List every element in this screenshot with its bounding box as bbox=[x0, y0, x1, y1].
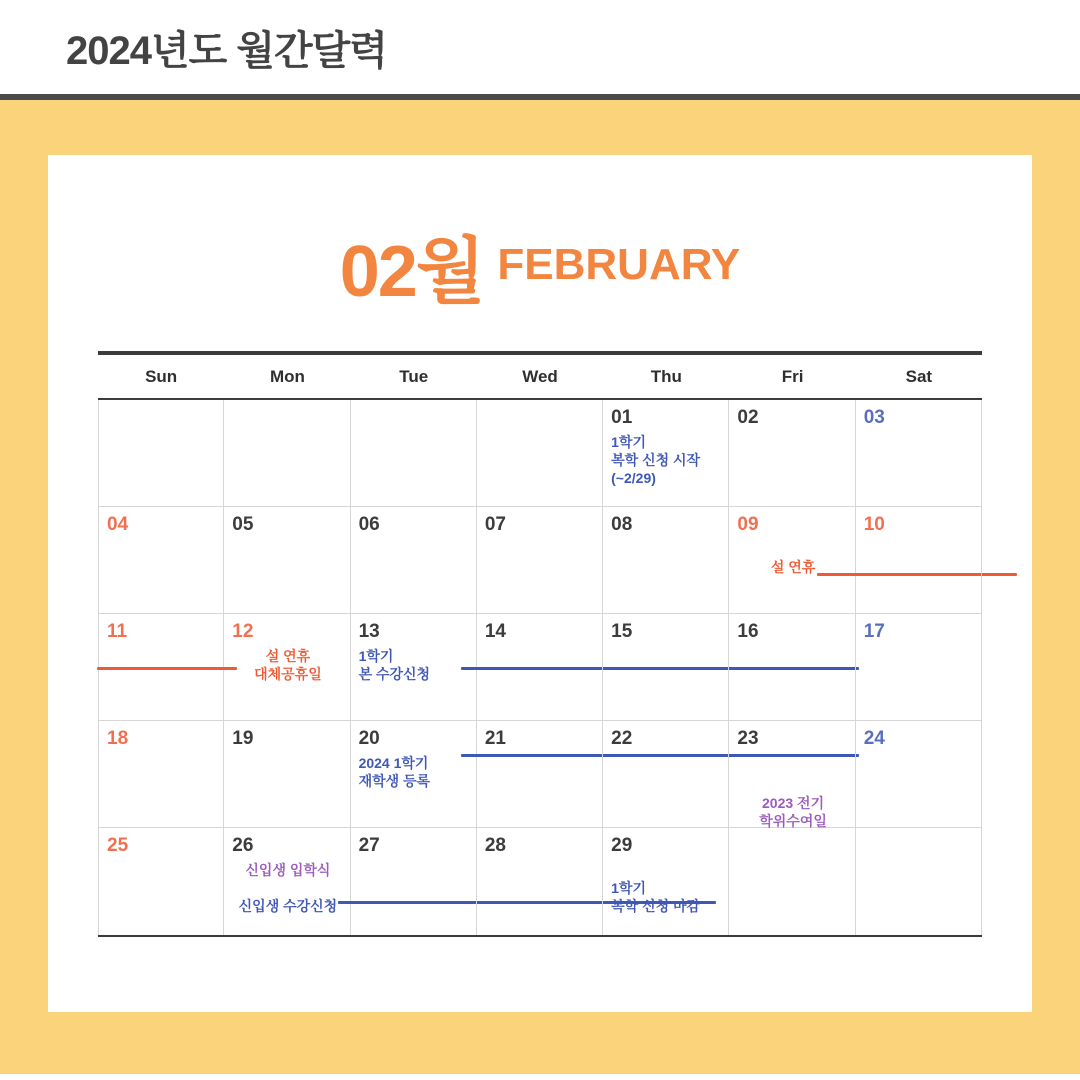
day-number: 03 bbox=[863, 407, 885, 428]
day-events bbox=[359, 755, 470, 791]
day-cell-27[interactable] bbox=[351, 828, 477, 935]
month-number: 02월 bbox=[339, 232, 484, 312]
weekday-wed: Wed bbox=[522, 367, 558, 386]
day-events bbox=[611, 434, 722, 488]
day-cell-19[interactable] bbox=[224, 721, 350, 828]
month-title bbox=[80, 213, 1000, 317]
day-number: 18 bbox=[107, 728, 129, 749]
event-label: 1학기 bbox=[358, 648, 394, 664]
day-cell-28[interactable] bbox=[477, 828, 603, 935]
day-number: 25 bbox=[107, 835, 129, 856]
day-number: 21 bbox=[484, 728, 506, 749]
day-number: 24 bbox=[863, 728, 885, 749]
event-label: 2023 전기 bbox=[762, 795, 825, 811]
day-cell-empty bbox=[351, 400, 477, 507]
day-events bbox=[737, 755, 848, 831]
event-label: 대체공휴일 bbox=[254, 665, 322, 682]
event-label: 신입생 수강신청 bbox=[238, 897, 338, 914]
day-cell-empty bbox=[477, 400, 603, 507]
event-label: 1학기 bbox=[611, 434, 646, 450]
event-bar-seolnal-2 bbox=[97, 667, 237, 670]
day-cell-15[interactable] bbox=[603, 614, 729, 721]
day-number: 02 bbox=[737, 407, 759, 428]
day-number: 04 bbox=[107, 514, 129, 535]
day-events bbox=[611, 862, 722, 916]
day-grid bbox=[98, 400, 982, 935]
weekday-sun: Sun bbox=[145, 367, 178, 386]
day-cell-empty bbox=[98, 400, 224, 507]
day-number: 06 bbox=[358, 514, 380, 535]
weekday-thu: Thu bbox=[650, 367, 682, 386]
weekday-mon: Mon bbox=[269, 367, 305, 386]
event-label: 1학기 bbox=[611, 880, 646, 896]
day-number: 27 bbox=[358, 835, 380, 856]
event-label: 설 연휴 bbox=[770, 559, 816, 575]
day-number: 16 bbox=[737, 621, 759, 642]
day-events bbox=[737, 541, 848, 577]
day-cell-empty bbox=[856, 828, 982, 935]
day-cell-16[interactable] bbox=[729, 614, 855, 721]
event-label: 본 수강신청 bbox=[358, 665, 431, 682]
day-cell-18[interactable] bbox=[98, 721, 224, 828]
day-events bbox=[359, 648, 470, 684]
page-header bbox=[0, 0, 1080, 100]
day-cell-29[interactable] bbox=[603, 828, 729, 935]
event-label: 2024 1학기 bbox=[358, 755, 429, 771]
event-label: 재학생 등록 bbox=[358, 772, 431, 789]
day-number: 12 bbox=[232, 621, 254, 642]
month-english: FEBRUARY bbox=[497, 240, 741, 289]
day-cell-20[interactable] bbox=[351, 721, 477, 828]
calendar-frame bbox=[0, 100, 1080, 1074]
calendar-card bbox=[48, 155, 1032, 1012]
day-number: 15 bbox=[611, 621, 633, 642]
event-label: 복학 신청 마감 bbox=[611, 897, 701, 914]
event-label: 학위수여일 bbox=[759, 812, 827, 829]
day-cell-08[interactable] bbox=[603, 507, 729, 614]
day-number: 22 bbox=[611, 728, 633, 749]
weekday-header-row bbox=[98, 355, 982, 400]
day-number: 28 bbox=[484, 835, 506, 856]
day-number: 19 bbox=[232, 728, 254, 749]
day-cell-09[interactable] bbox=[729, 507, 855, 614]
day-events bbox=[232, 648, 343, 684]
day-number: 07 bbox=[484, 514, 506, 535]
day-cell-06[interactable] bbox=[351, 507, 477, 614]
event-label: (~2/29) bbox=[611, 469, 656, 486]
event-label: 복학 신청 시작 bbox=[611, 451, 701, 468]
day-cell-17[interactable] bbox=[856, 614, 982, 721]
day-cell-04[interactable] bbox=[98, 507, 224, 614]
day-number: 26 bbox=[232, 835, 254, 856]
page-title: 2024년도 월간달력 bbox=[66, 28, 387, 73]
day-number: 14 bbox=[484, 621, 506, 642]
day-cell-02[interactable] bbox=[729, 400, 855, 507]
day-cell-05[interactable] bbox=[224, 507, 350, 614]
day-cell-23[interactable] bbox=[729, 721, 855, 828]
day-cell-12[interactable] bbox=[224, 614, 350, 721]
day-cell-empty bbox=[729, 828, 855, 935]
weekday-fri: Fri bbox=[781, 367, 804, 386]
weekday-sat: Sat bbox=[905, 367, 933, 386]
day-cell-11[interactable] bbox=[98, 614, 224, 721]
day-cell-13[interactable] bbox=[351, 614, 477, 721]
day-number: 23 bbox=[737, 728, 759, 749]
day-cell-01[interactable] bbox=[603, 400, 729, 507]
weekday-tue: Tue bbox=[399, 367, 429, 386]
day-cell-24[interactable] bbox=[856, 721, 982, 828]
day-number: 09 bbox=[737, 514, 759, 535]
day-number: 10 bbox=[863, 514, 885, 535]
day-cell-21[interactable] bbox=[477, 721, 603, 828]
day-number: 05 bbox=[232, 514, 254, 535]
day-cell-07[interactable] bbox=[477, 507, 603, 614]
day-cell-26[interactable] bbox=[224, 828, 350, 935]
day-cell-22[interactable] bbox=[603, 721, 729, 828]
day-number: 01 bbox=[611, 407, 633, 428]
calendar-table bbox=[98, 351, 982, 937]
day-number: 13 bbox=[358, 621, 380, 642]
day-number: 17 bbox=[863, 621, 885, 642]
day-number: 08 bbox=[611, 514, 633, 535]
day-cell-10[interactable] bbox=[856, 507, 982, 614]
day-number: 20 bbox=[358, 728, 380, 749]
day-cell-03[interactable] bbox=[856, 400, 982, 507]
day-events bbox=[232, 862, 343, 916]
day-number: 29 bbox=[611, 835, 633, 856]
event-label: 신입생 입학식 bbox=[245, 862, 331, 878]
event-label: 설 연휴 bbox=[265, 648, 311, 664]
day-cell-empty bbox=[224, 400, 350, 507]
day-number: 11 bbox=[107, 621, 128, 642]
day-cell-25[interactable] bbox=[98, 828, 224, 935]
day-cell-14[interactable] bbox=[477, 614, 603, 721]
